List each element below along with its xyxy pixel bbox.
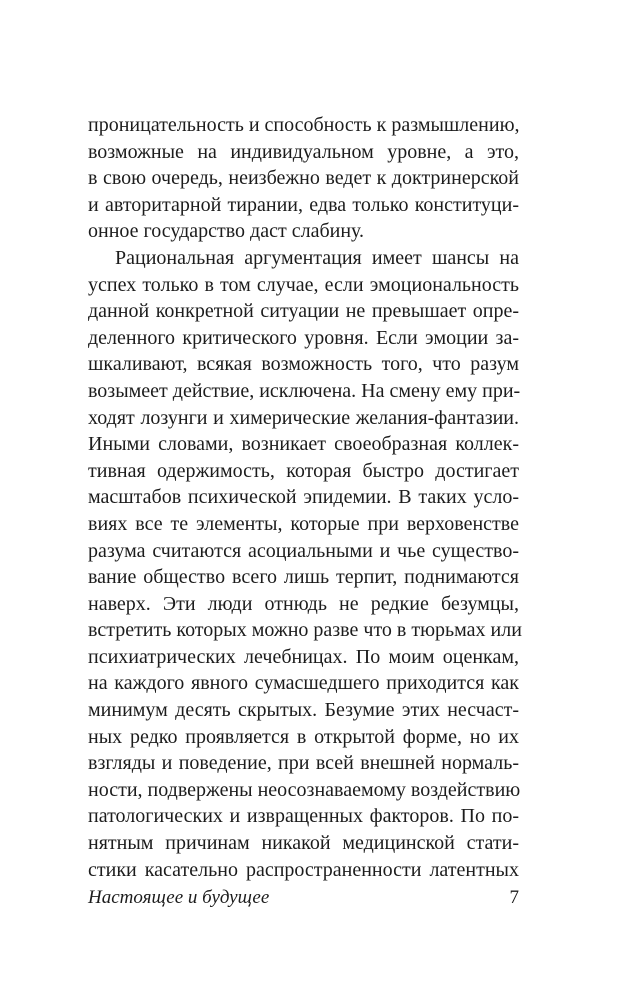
text-line: масштабов психической эпидемии. В таких усло- xyxy=(88,486,519,509)
text-line: патологических и извращенных факторов. По по- xyxy=(88,805,519,828)
text-line: возымеет действие, исключена. На смену ему при- xyxy=(88,379,521,402)
text-line: стики касательно распространенности латентных xyxy=(88,858,519,881)
body-text xyxy=(88,112,522,883)
text-line: взгляды и поведение, при всей внешней нормаль- xyxy=(88,752,519,775)
text-line: наверх. Эти люди отнюдь не редкие безумцы, xyxy=(88,592,519,615)
running-title: Настоящее и будущее xyxy=(88,887,270,908)
text-line: психиатрических лечебницах. По моим оценкам, xyxy=(88,645,519,668)
text-line: ных редко проявляется в открытой форме, но их xyxy=(88,725,519,748)
text-line: виях все те элементы, которые при верховенстве xyxy=(88,512,519,535)
text-line: ности, подвержены неосознаваемому воздействию xyxy=(88,778,521,801)
paragraph-first-line: Рациональная аргументация имеет шансы на xyxy=(115,246,519,269)
text-line: возможные на индивидуальном уровне, а это, xyxy=(88,140,519,163)
text-line: нятным причинам никакой медицинской стати- xyxy=(88,832,519,855)
text-line: вание общество всего лишь терпит, поднимаются xyxy=(88,566,519,589)
text-line: разума считаются асоциальными и чье существо- xyxy=(88,539,519,562)
text-line: на каждого явного сумасшедшего приходится как xyxy=(88,672,519,695)
text-line: онное государство даст слабину. xyxy=(88,220,365,243)
text-line: деленного критического уровня. Если эмоции за- xyxy=(88,326,519,349)
page-number: 7 xyxy=(509,887,519,908)
text-line: в свою очередь, неизбежно ведет к доктринерской xyxy=(88,167,519,190)
text-line: ходят лозунги и химерические желания-фантазии. xyxy=(88,406,519,429)
text-line: успех только в том случае, если эмоциональность xyxy=(88,273,519,296)
text-line: и авторитарной тирании, едва только конституци- xyxy=(88,193,519,216)
text-line: проницательность и способность к размышлению, xyxy=(88,114,520,136)
text-line: данной конкретной ситуации не превышает опре- xyxy=(88,300,519,323)
text-line: шкаливают, всякая возможность того, что разум xyxy=(88,353,519,376)
text-line: тивная одержимость, которая быстро достигает xyxy=(88,459,519,482)
text-line: встретить которых можно разве что в тюрьмах или xyxy=(88,619,522,642)
text-line: Иными словами, возникает своеобразная коллек- xyxy=(88,433,519,456)
text-line: минимум десять скрытых. Безумие этих несчаст- xyxy=(88,699,519,722)
